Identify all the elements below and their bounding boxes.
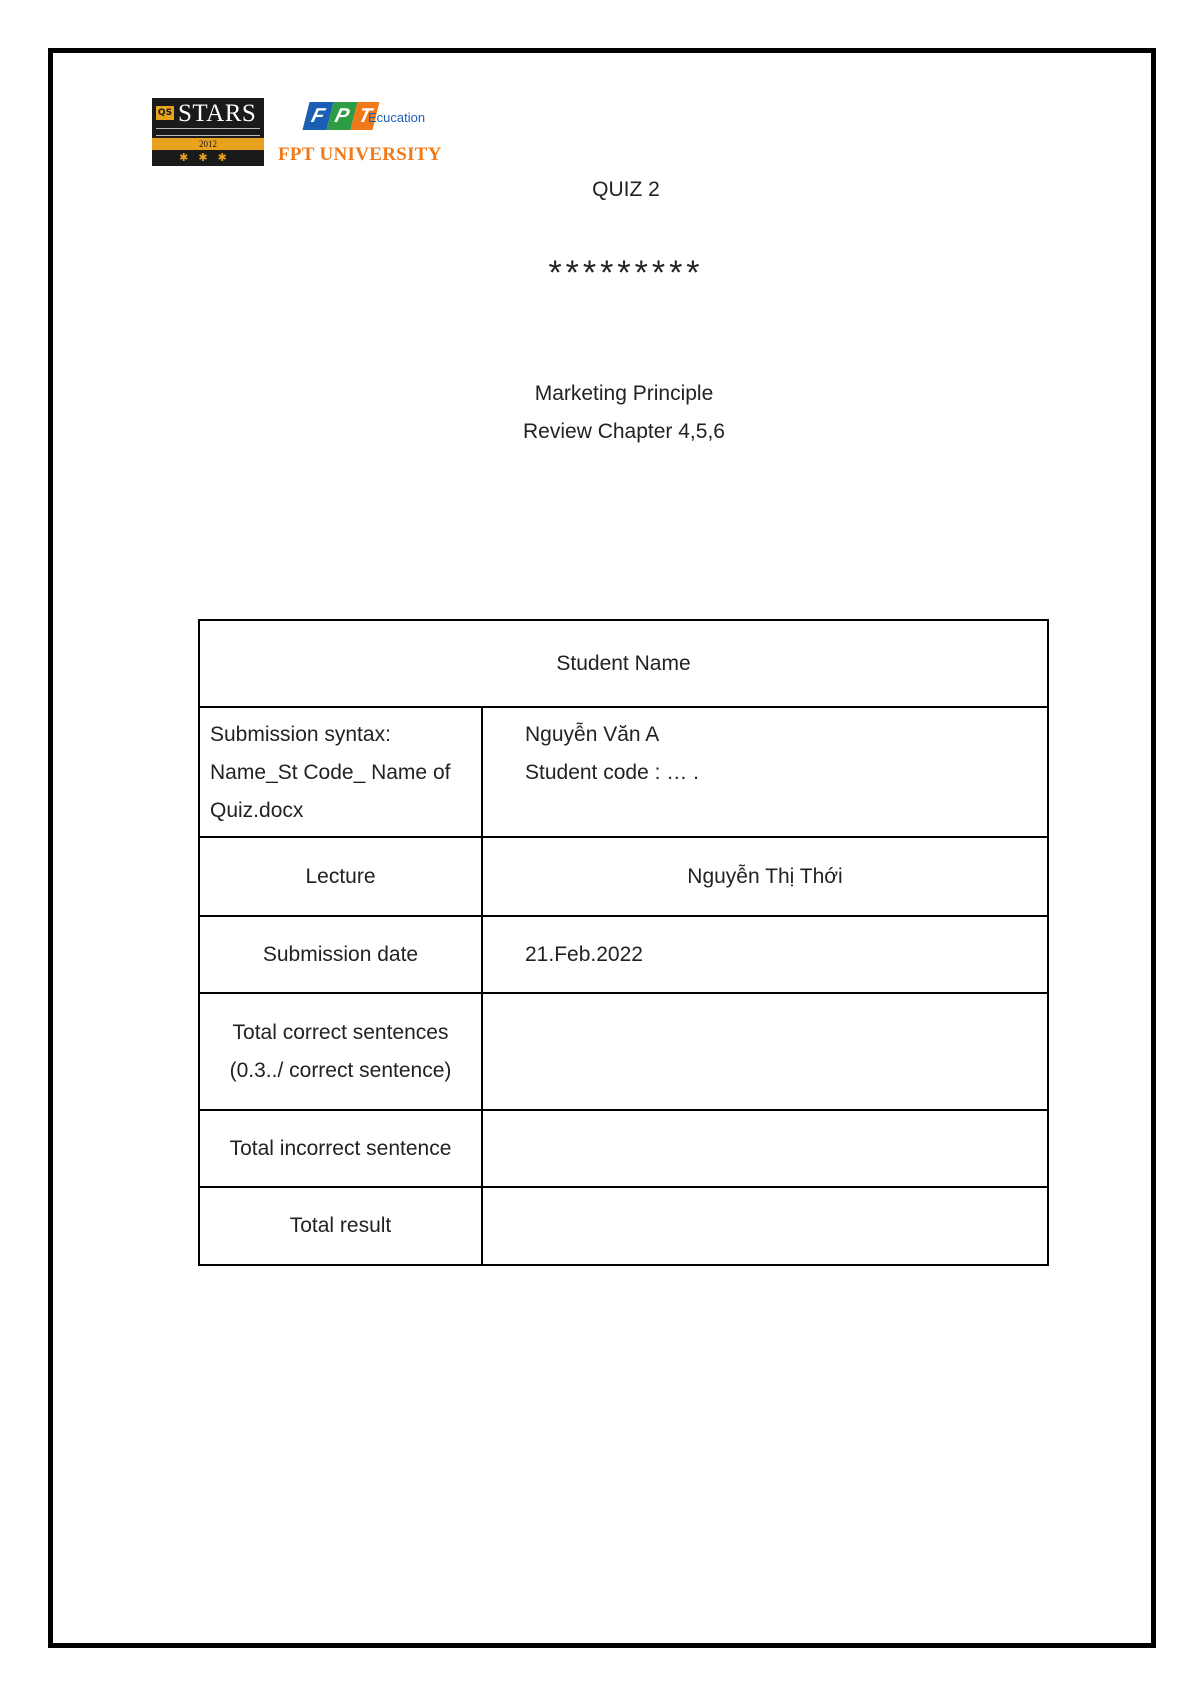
separator-stars: ********* bbox=[548, 254, 704, 292]
table-row bbox=[199, 916, 1048, 993]
fpt-letter-f: F bbox=[303, 102, 334, 130]
total-correct-label bbox=[199, 993, 482, 1110]
stars-wordmark: STARS bbox=[178, 100, 257, 127]
correct-label-line: Total correct sentences bbox=[232, 1020, 449, 1044]
syntax-line: Submission syntax: bbox=[210, 723, 391, 746]
table-row bbox=[199, 837, 1048, 916]
total-incorrect-label: Total incorrect sentence bbox=[199, 1110, 482, 1187]
lecture-value: Nguyễn Thị Thới bbox=[482, 837, 1048, 916]
fpt-education-logo bbox=[276, 98, 456, 168]
total-result-label: Total result bbox=[199, 1187, 482, 1265]
student-info-table bbox=[198, 619, 1049, 1266]
stars-subline bbox=[156, 128, 260, 136]
submission-date-value: 21.Feb.2022 bbox=[482, 916, 1048, 993]
student-name-value: Nguyễn Văn A bbox=[525, 723, 660, 746]
quiz-title: QUIZ 2 bbox=[592, 178, 660, 201]
stars-year: 2012 bbox=[152, 138, 264, 150]
total-incorrect-value bbox=[482, 1110, 1048, 1187]
table-row bbox=[199, 993, 1048, 1110]
total-result-value bbox=[482, 1187, 1048, 1265]
fpt-university-text: FPT UNIVERSITY bbox=[278, 144, 442, 165]
qs-badge: QS bbox=[157, 108, 173, 118]
qs-stars-logo bbox=[152, 98, 264, 166]
correct-label-line: (0.3../ correct sentence) bbox=[229, 1058, 452, 1082]
syntax-line: Quiz.docx bbox=[210, 799, 304, 822]
table-row bbox=[199, 620, 1048, 707]
lecture-label: Lecture bbox=[199, 837, 482, 916]
fpt-education-text: Ecucation bbox=[368, 110, 426, 125]
submission-syntax-cell bbox=[199, 707, 482, 837]
table-row bbox=[199, 1110, 1048, 1187]
stars-rating-icon: ✱✱✱ bbox=[179, 152, 237, 164]
review-chapters: Review Chapter 4,5,6 bbox=[523, 420, 725, 443]
total-correct-value bbox=[482, 993, 1048, 1110]
table-row bbox=[199, 707, 1048, 837]
course-name: Marketing Principle bbox=[534, 382, 714, 405]
student-identity-cell bbox=[482, 707, 1048, 837]
student-name-header: Student Name bbox=[199, 620, 1048, 707]
submission-date-label: Submission date bbox=[199, 916, 482, 993]
fpt-letter-t: T bbox=[351, 102, 380, 130]
fpt-letter-p: P bbox=[327, 102, 358, 130]
student-code-value: Student code : … . bbox=[525, 761, 699, 784]
syntax-line: Name_St Code_ Name of bbox=[210, 761, 451, 784]
table-row bbox=[199, 1187, 1048, 1265]
